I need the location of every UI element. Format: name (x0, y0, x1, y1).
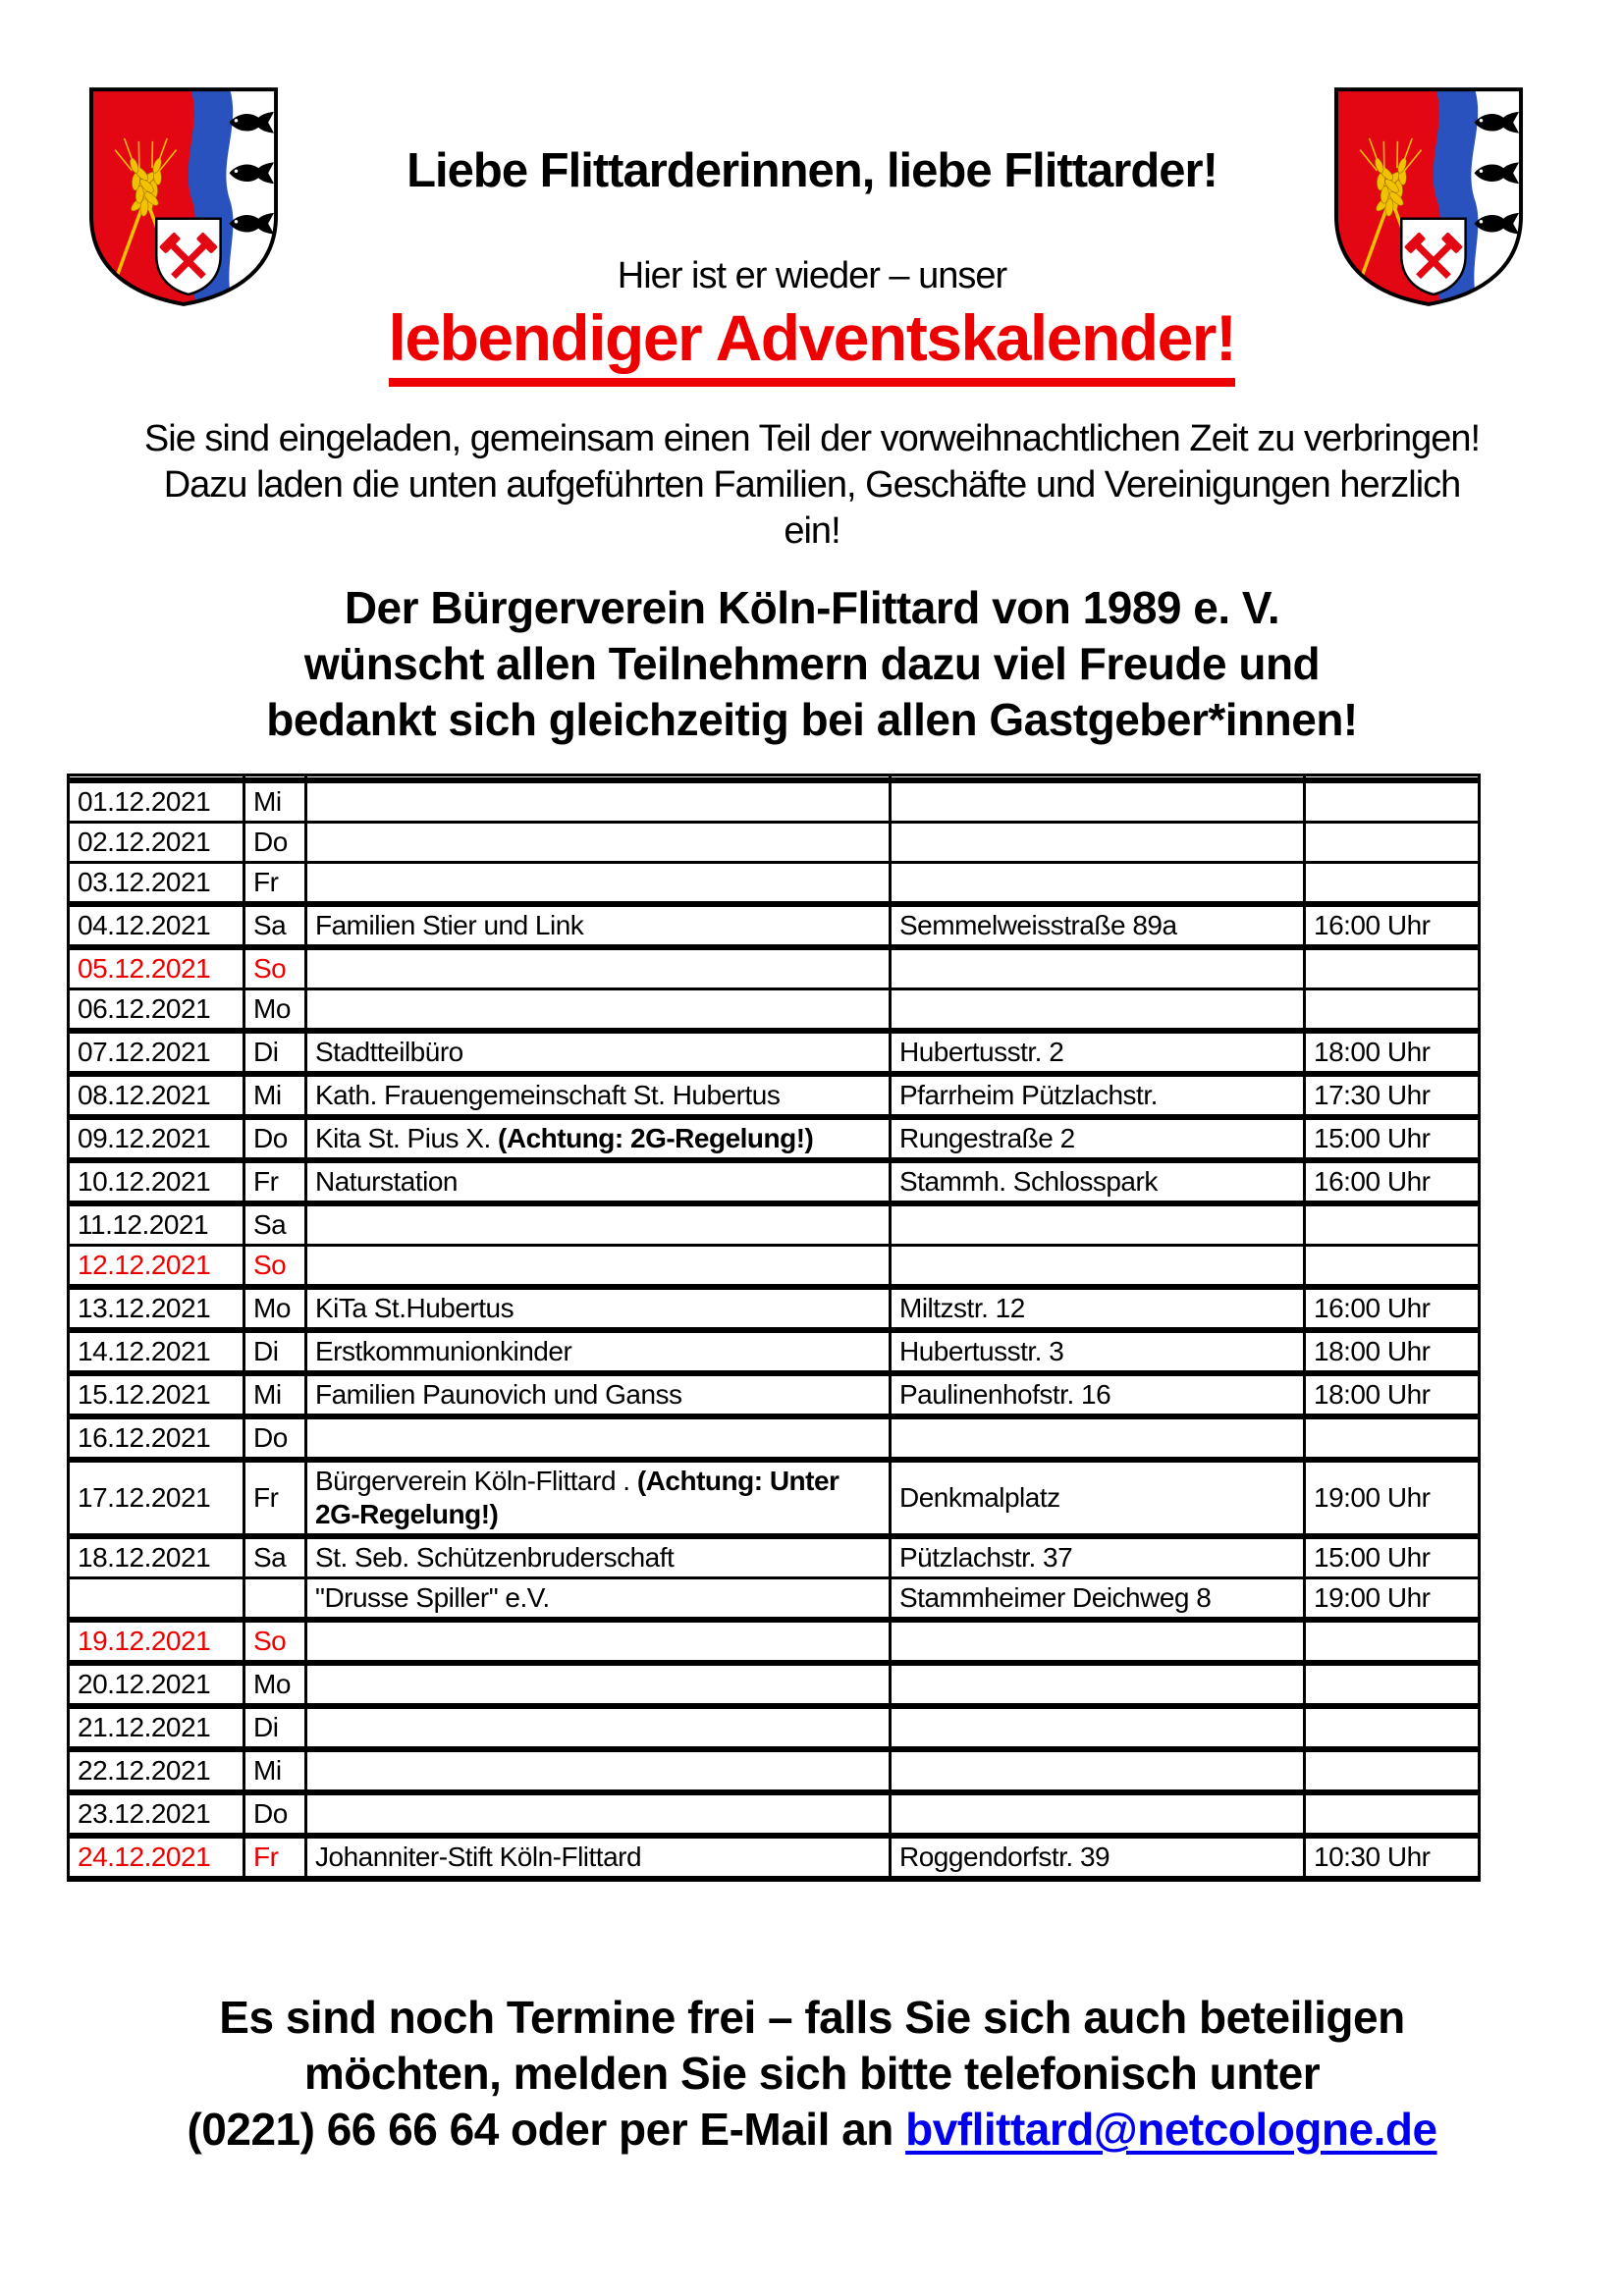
intro-line: Sie sind eingeladen, gemeinsam einen Teil der vorweihnachtlichen Zeit zu verbringen! (143, 418, 1481, 459)
address-cell: Roggendorfstr. 39 (891, 1836, 1305, 1879)
thanks-heading (0, 580, 1624, 748)
calendar-row (69, 1460, 1480, 1536)
time-cell (1305, 1663, 1480, 1706)
host-cell (306, 1416, 891, 1460)
calendar-row (69, 1416, 1480, 1460)
calendar-row (69, 1117, 1480, 1160)
host-name: St. Seb. Schützenbruderschaft (315, 1541, 675, 1573)
calendar-row (69, 1749, 1480, 1792)
day-cell: Do (244, 822, 306, 862)
date-cell: 19.12.2021 (69, 1620, 244, 1663)
host-cell (306, 1620, 891, 1663)
time-cell: 16:00 Uhr (1305, 904, 1480, 947)
banner-title: lebendiger Adventskalender! (389, 304, 1236, 387)
address-cell (891, 1245, 1305, 1287)
host-name: "Drusse Spiller" e.V. (315, 1581, 550, 1613)
host-cell (306, 947, 891, 989)
intro-line: ein! (784, 510, 840, 552)
day-cell: Do (244, 1117, 306, 1160)
date-cell: 09.12.2021 (69, 1117, 244, 1160)
time-cell: 15:00 Uhr (1305, 1117, 1480, 1160)
host-cell (306, 988, 891, 1031)
day-cell: Fr (244, 862, 306, 904)
date-cell: 24.12.2021 (69, 1836, 244, 1879)
date-cell: 03.12.2021 (69, 862, 244, 904)
time-cell: 15:00 Uhr (1305, 1536, 1480, 1578)
day-cell: Fr (244, 1836, 306, 1879)
time-cell: 19:00 Uhr (1305, 1460, 1480, 1536)
address-cell (891, 1620, 1305, 1663)
day-cell: Mi (244, 1749, 306, 1792)
date-cell: 20.12.2021 (69, 1663, 244, 1706)
calendar-row (69, 1031, 1480, 1074)
host-cell (306, 1330, 891, 1373)
address-cell (891, 1203, 1305, 1246)
calendar-row (69, 780, 1480, 823)
calendar-row (69, 1203, 1480, 1246)
address-cell: Denkmalplatz (891, 1460, 1305, 1536)
address-cell: Semmelweisstraße 89a (891, 904, 1305, 947)
calendar-row (69, 1373, 1480, 1416)
host-name: Familien Stier und Link (315, 909, 584, 940)
address-cell: Stammheimer Deichweg 8 (891, 1577, 1305, 1620)
address-cell: Rungestraße 2 (891, 1117, 1305, 1160)
intro-paragraph (0, 416, 1624, 555)
day-cell (244, 1577, 306, 1620)
host-cell (306, 1117, 891, 1160)
thanks-line: wünscht allen Teilnehmern dazu viel Freude und (303, 638, 1321, 689)
day-cell: Mi (244, 780, 306, 823)
calendar-row (69, 1074, 1480, 1117)
address-cell: Hubertusstr. 2 (891, 1031, 1305, 1074)
address-cell (891, 1416, 1305, 1460)
address-cell (891, 780, 1305, 823)
time-cell: 10:30 Uhr (1305, 1836, 1480, 1879)
time-cell (1305, 1203, 1480, 1246)
footer-line: Es sind noch Termine frei – falls Sie sich auch beteiligen (219, 1991, 1405, 2043)
day-cell: Mo (244, 1663, 306, 1706)
address-cell: Stammh. Schlosspark (891, 1160, 1305, 1203)
footer-line: möchten, melden Sie sich bitte telefonisch unter (303, 2047, 1321, 2099)
time-cell: 19:00 Uhr (1305, 1577, 1480, 1620)
host-cell (306, 1749, 891, 1792)
day-cell: Sa (244, 1203, 306, 1246)
time-cell (1305, 1620, 1480, 1663)
address-cell (891, 1663, 1305, 1706)
time-cell (1305, 822, 1480, 862)
day-cell: So (244, 1620, 306, 1663)
subtitle: Hier ist er wieder – unser (617, 255, 1007, 296)
date-cell: 08.12.2021 (69, 1074, 244, 1117)
host-cell (306, 822, 891, 862)
day-cell: Di (244, 1706, 306, 1749)
host-cell (306, 1160, 891, 1203)
date-cell: 02.12.2021 (69, 822, 244, 862)
calendar-row (69, 947, 1480, 989)
date-cell: 23.12.2021 (69, 1792, 244, 1836)
date-cell: 21.12.2021 (69, 1706, 244, 1749)
day-cell: Di (244, 1031, 306, 1074)
host-name: Bürgerverein Köln-Flittard . (315, 1465, 637, 1496)
calendar-row (69, 1536, 1480, 1578)
email-link[interactable]: bvflittard@netcologne.de (905, 2103, 1437, 2155)
day-cell: Do (244, 1792, 306, 1836)
time-cell (1305, 1749, 1480, 1792)
calendar-row (69, 904, 1480, 947)
address-cell (891, 822, 1305, 862)
calendar-row (69, 1836, 1480, 1879)
day-cell: Do (244, 1416, 306, 1460)
coat-of-arms-right-icon (1331, 84, 1526, 308)
page-title: Liebe Flittarderinnen, liebe Flittarder! (406, 144, 1218, 197)
host-cell (306, 1577, 891, 1620)
host-note-bold: (Achtung: 2G-Regelung!) (498, 1122, 814, 1153)
footer-contact-text: (0221) 66 66 64 oder per E-Mail an (187, 2103, 906, 2155)
date-cell: 06.12.2021 (69, 988, 244, 1031)
day-cell: Mo (244, 1287, 306, 1330)
address-cell: Hubertusstr. 3 (891, 1330, 1305, 1373)
day-cell: So (244, 947, 306, 989)
date-cell: 17.12.2021 (69, 1460, 244, 1536)
host-note-bold: (Achtung: Unter 2G-Regelung!) (315, 1465, 839, 1529)
time-cell: 16:00 Uhr (1305, 1160, 1480, 1203)
address-cell (891, 1792, 1305, 1836)
calendar-row (69, 1330, 1480, 1373)
calendar-row (69, 1577, 1480, 1620)
date-cell: 10.12.2021 (69, 1160, 244, 1203)
footer-line (0, 2102, 1624, 2158)
date-cell: 07.12.2021 (69, 1031, 244, 1074)
day-cell: Fr (244, 1460, 306, 1536)
day-cell: Mi (244, 1373, 306, 1416)
advent-calendar-table (67, 774, 1481, 1882)
host-cell (306, 1536, 891, 1578)
time-cell (1305, 947, 1480, 989)
time-cell (1305, 1706, 1480, 1749)
time-cell (1305, 780, 1480, 823)
host-name: Naturstation (315, 1165, 458, 1197)
host-cell (306, 1245, 891, 1287)
address-cell (891, 862, 1305, 904)
date-cell: 13.12.2021 (69, 1287, 244, 1330)
host-name: Stadtteilbüro (315, 1036, 463, 1067)
host-name: Kath. Frauengemeinschaft St. Hubertus (315, 1079, 781, 1110)
date-cell: 14.12.2021 (69, 1330, 244, 1373)
date-cell: 04.12.2021 (69, 904, 244, 947)
host-name: Johanniter-Stift Köln-Flittard (315, 1841, 642, 1872)
date-cell: 11.12.2021 (69, 1203, 244, 1246)
day-cell: Mi (244, 1074, 306, 1117)
time-cell (1305, 1416, 1480, 1460)
calendar-row (69, 822, 1480, 862)
address-cell (891, 1706, 1305, 1749)
calendar-row (69, 862, 1480, 904)
date-cell (69, 1577, 244, 1620)
host-name: Kita St. Pius X. (315, 1122, 499, 1153)
time-cell: 17:30 Uhr (1305, 1074, 1480, 1117)
calendar-row (69, 1287, 1480, 1330)
host-cell (306, 1203, 891, 1246)
date-cell: 18.12.2021 (69, 1536, 244, 1578)
time-cell (1305, 1245, 1480, 1287)
intro-line: Dazu laden die unten aufgeführten Familien, Geschäfte und Vereinigungen herzlich (163, 464, 1461, 506)
time-cell: 18:00 Uhr (1305, 1373, 1480, 1416)
address-cell (891, 988, 1305, 1031)
address-cell (891, 947, 1305, 989)
calendar-row (69, 1706, 1480, 1749)
host-cell (306, 1373, 891, 1416)
calendar-row (69, 988, 1480, 1031)
address-cell: Pfarrheim Pützlachstr. (891, 1074, 1305, 1117)
time-cell: 18:00 Uhr (1305, 1031, 1480, 1074)
calendar-row (69, 1792, 1480, 1836)
calendar-row (69, 1245, 1480, 1287)
day-cell: Fr (244, 1160, 306, 1203)
host-cell (306, 862, 891, 904)
host-cell (306, 1706, 891, 1749)
time-cell (1305, 988, 1480, 1031)
date-cell: 15.12.2021 (69, 1373, 244, 1416)
address-cell (891, 1749, 1305, 1792)
host-cell (306, 1836, 891, 1879)
host-cell (306, 1792, 891, 1836)
host-cell (306, 1031, 891, 1074)
time-cell (1305, 1792, 1480, 1836)
host-cell (306, 1460, 891, 1536)
time-cell (1305, 862, 1480, 904)
day-cell: Di (244, 1330, 306, 1373)
time-cell: 16:00 Uhr (1305, 1287, 1480, 1330)
host-name: Erstkommunionkinder (315, 1335, 572, 1366)
date-cell: 16.12.2021 (69, 1416, 244, 1460)
day-cell: So (244, 1245, 306, 1287)
day-cell: Sa (244, 904, 306, 947)
masthead (0, 0, 1624, 395)
footer (0, 1990, 1624, 2158)
host-cell (306, 780, 891, 823)
address-cell: Paulinenhofstr. 16 (891, 1373, 1305, 1416)
address-cell: Pützlachstr. 37 (891, 1536, 1305, 1578)
host-cell (306, 904, 891, 947)
host-name: KiTa St.Hubertus (315, 1292, 514, 1323)
day-cell: Sa (244, 1536, 306, 1578)
host-cell (306, 1287, 891, 1330)
coat-of-arms-left-icon (86, 84, 281, 308)
calendar-row (69, 1160, 1480, 1203)
calendar-row (69, 1663, 1480, 1706)
date-cell: 01.12.2021 (69, 780, 244, 823)
thanks-line: bedankt sich gleichzeitig bei allen Gastgeber*innen! (266, 694, 1358, 745)
address-cell: Miltzstr. 12 (891, 1287, 1305, 1330)
date-cell: 05.12.2021 (69, 947, 244, 989)
date-cell: 22.12.2021 (69, 1749, 244, 1792)
day-cell: Mo (244, 988, 306, 1031)
thanks-line: Der Bürgerverein Köln-Flittard von 1989 e. V. (344, 582, 1280, 633)
calendar-table-body (69, 775, 1480, 1879)
host-cell (306, 1074, 891, 1117)
host-name: Familien Paunovich und Ganss (315, 1378, 682, 1410)
host-cell (306, 1663, 891, 1706)
date-cell: 12.12.2021 (69, 1245, 244, 1287)
calendar-row (69, 1620, 1480, 1663)
time-cell: 18:00 Uhr (1305, 1330, 1480, 1373)
